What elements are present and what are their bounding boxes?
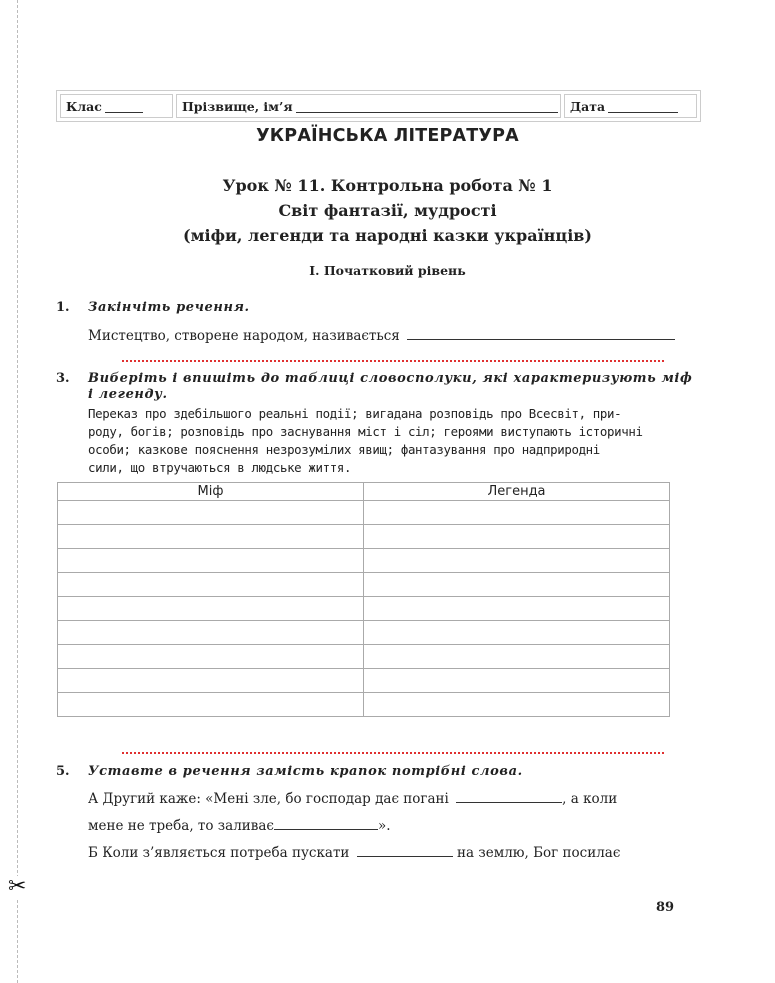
myth-cell[interactable] — [58, 549, 364, 573]
level-heading: І. Початковий рівень — [309, 263, 466, 278]
table-header-myth: Міф — [58, 483, 364, 501]
legend-cell[interactable] — [364, 549, 670, 573]
lesson-subtitle: Світ фантазії, мудрості — [278, 201, 497, 220]
legend-cell[interactable] — [364, 621, 670, 645]
table-header-legend: Легенда — [364, 483, 670, 501]
myth-cell[interactable] — [58, 597, 364, 621]
task5-a-text2: , а коли — [562, 791, 618, 807]
student-info-header — [56, 90, 701, 122]
table-row — [58, 549, 670, 573]
task5-a-line2-end: ». — [378, 818, 391, 834]
myth-cell[interactable] — [58, 669, 364, 693]
task3-text-line: Переказ про здебільшого реальні події; вигадана розповідь про Всесвіт, при- — [88, 406, 622, 421]
table-row — [58, 621, 670, 645]
myth-cell[interactable] — [58, 645, 364, 669]
task5-b-blank[interactable] — [357, 844, 453, 857]
task5-instruction: Уставте в речення замість крапок потрібні слова. — [88, 764, 523, 779]
separator-dotted — [122, 360, 664, 362]
legend-cell[interactable] — [364, 669, 670, 693]
task5-a-line2: мене не треба, то заливає — [88, 818, 274, 834]
class-field[interactable] — [60, 94, 173, 118]
table-row — [58, 501, 670, 525]
task1-sentence-text: Мистецтво, створене народом, називається — [88, 328, 400, 344]
scissors-icon: ✂ — [8, 874, 27, 899]
cut-line — [17, 0, 18, 983]
task3-text-line: роду, богів; розповідь про заснування міст і сіл; героями виступають історичні — [88, 424, 643, 439]
date-label: Дата — [570, 98, 606, 114]
page-number: 89 — [656, 900, 675, 915]
name-label: Прізвище, ім’я — [182, 98, 293, 114]
task3-text-line: сили, що втручаються в людське життя. — [88, 460, 352, 475]
task5-b-text2: на землю, Бог посилає — [457, 845, 621, 861]
table-row — [58, 645, 670, 669]
task5-a-blank2[interactable] — [274, 817, 378, 830]
table-row — [58, 669, 670, 693]
separator-dotted — [122, 752, 664, 754]
legend-cell[interactable] — [364, 693, 670, 717]
task5-a-text: А Другий каже: «Мені зле, бо господар дає погані — [88, 791, 449, 807]
lesson-topic: (міфи, легенди та народні казки українців) — [183, 226, 592, 245]
legend-cell[interactable] — [364, 573, 670, 597]
task3-instruction-line2: і легенду. — [88, 387, 168, 402]
date-field[interactable] — [564, 94, 697, 118]
myth-cell[interactable] — [58, 693, 364, 717]
task3-text-line: особи; казкове пояснення незрозумілих явищ; фантазування про надприродні — [88, 442, 600, 457]
task3-instruction — [88, 371, 703, 403]
task3-text — [88, 405, 700, 477]
legend-cell[interactable] — [364, 597, 670, 621]
date-blank[interactable] — [608, 100, 678, 113]
task5-a-blank1[interactable] — [456, 790, 562, 803]
task1-sentence — [88, 326, 700, 346]
legend-cell[interactable] — [364, 525, 670, 549]
table-row — [58, 693, 670, 717]
table-header-row — [58, 483, 670, 501]
class-blank[interactable] — [105, 100, 143, 113]
task3-instruction-line1: Виберіть і впишіть до таблиці словосполуки, які характеризують міф — [88, 371, 693, 386]
task5-sentence-b — [88, 844, 700, 863]
name-blank[interactable] — [296, 100, 558, 113]
task1-instruction: Закінчіть речення. — [88, 300, 250, 315]
subject-title: УКРАЇНСЬКА ЛІТЕРАТУРА — [256, 126, 519, 146]
lesson-title: Урок № 11. Контрольна робота № 1 — [222, 176, 553, 195]
task5-number: 5. — [56, 764, 70, 779]
task1-answer-blank[interactable] — [407, 326, 675, 340]
myth-cell[interactable] — [58, 501, 364, 525]
legend-cell[interactable] — [364, 501, 670, 525]
task5-sentence-a-cont — [88, 817, 700, 836]
table-row — [58, 597, 670, 621]
myth-cell[interactable] — [58, 525, 364, 549]
myth-cell[interactable] — [58, 573, 364, 597]
class-label: Клас — [66, 98, 102, 114]
table-row — [58, 525, 670, 549]
name-field[interactable] — [176, 94, 561, 118]
myth-cell[interactable] — [58, 621, 364, 645]
table-row — [58, 573, 670, 597]
task3-number: 3. — [56, 371, 70, 386]
task1-number: 1. — [56, 300, 70, 315]
myth-legend-table — [57, 482, 670, 717]
legend-cell[interactable] — [364, 645, 670, 669]
task5-b-text: Б Коли з’являється потреба пускати — [88, 845, 350, 861]
task5-sentence-a — [88, 790, 700, 809]
